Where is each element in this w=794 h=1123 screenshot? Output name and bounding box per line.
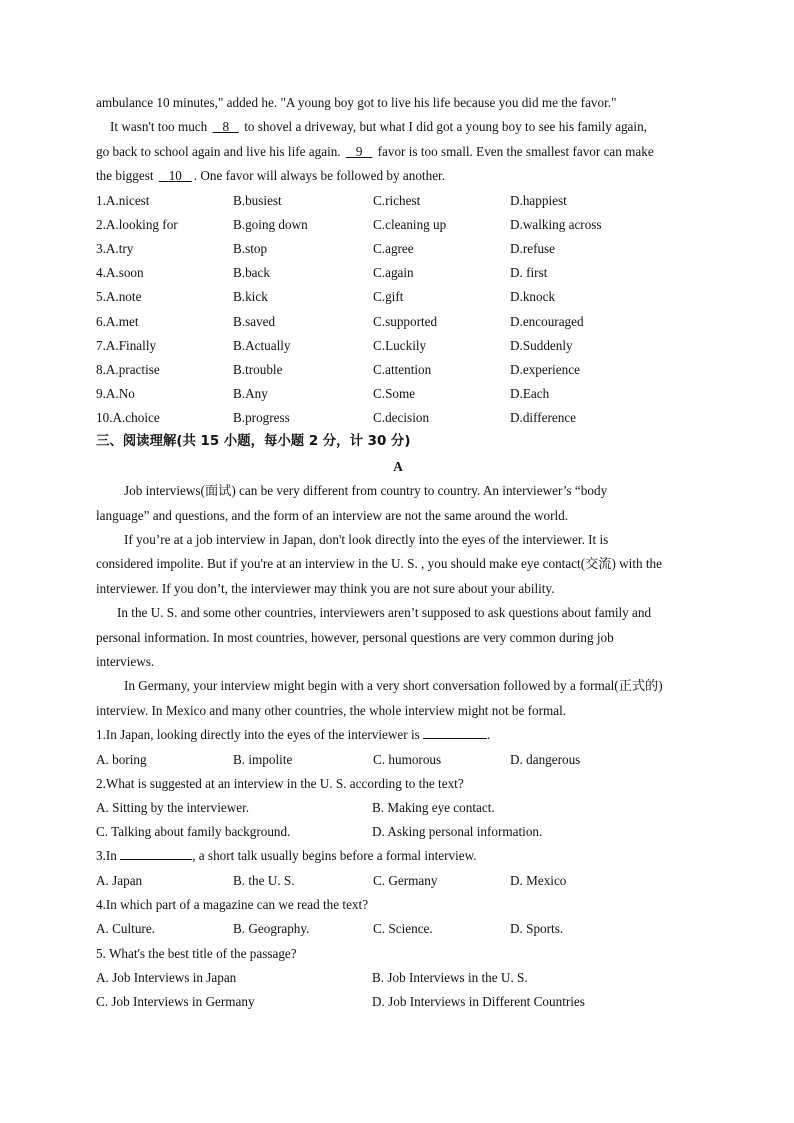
cloze-line: [96, 164, 700, 188]
question-stem: 5. What's the best title of the passage?: [96, 945, 297, 961]
cloze-blank-9: [344, 140, 374, 164]
option: D. Job Interviews in Different Countries: [372, 994, 585, 1010]
stem-text: 1.In Japan, looking directly into the eyes of the interviewer is: [96, 727, 424, 743]
reading-question: [96, 844, 700, 893]
cloze-text: favor is too small. Even the smallest favor can make: [377, 143, 654, 159]
option: D.knock: [510, 289, 556, 305]
option-row: [96, 966, 700, 990]
paragraph-line: language” and questions, and the form of an interview are not the same around the world.: [96, 507, 569, 523]
option: 7.A.Finally: [96, 337, 157, 353]
option: D.Each: [510, 386, 550, 402]
option-row: [96, 261, 700, 285]
option: D.encouraged: [510, 313, 584, 329]
option: B.progress: [233, 410, 290, 426]
option-row: [96, 285, 700, 309]
option: C. Science.: [373, 921, 433, 937]
option: D. Asking personal information.: [372, 824, 543, 840]
option: D. Mexico: [510, 872, 567, 888]
option: C.supported: [373, 313, 438, 329]
blank-number: 9: [355, 143, 363, 159]
option: B.Actually: [233, 337, 291, 353]
option: C. humorous: [373, 751, 442, 767]
option-row: [96, 382, 700, 406]
option: D. Sports.: [510, 921, 564, 937]
cloze-blank-10: [157, 164, 194, 188]
cloze-blank-8: [211, 115, 241, 139]
question-stem: [96, 844, 700, 868]
option: D.walking across: [510, 216, 602, 232]
paragraph-line: In Germany, your interview might begin with a very short conversation followed by a formal(正式的): [124, 678, 663, 694]
option-row: [96, 189, 700, 213]
option: C.again: [373, 265, 414, 281]
option: C.agree: [373, 240, 414, 256]
paragraph-line: considered impolite. But if you're at an interview in the U. S. , you should make eye contact(交流) with the: [96, 556, 663, 572]
option: B. Making eye contact.: [372, 800, 495, 816]
option: D.happiest: [510, 192, 567, 208]
question-stem: 4.In which part of a magazine can we read the text?: [96, 897, 369, 913]
option-row: [96, 990, 700, 1014]
option: 6.A.met: [96, 313, 139, 329]
option: A. boring: [96, 751, 147, 767]
option: B. Geography.: [233, 921, 310, 937]
exam-page: [96, 91, 700, 1014]
option: 2.A.looking for: [96, 216, 178, 232]
paragraph-line: If you’re at a job interview in Japan, don't look directly into the eyes of the interviewer. It is: [124, 532, 609, 547]
option: B.going down: [233, 216, 308, 232]
option: B.kick: [233, 289, 268, 305]
cloze-line: [96, 115, 700, 139]
option-row: [96, 406, 700, 430]
option: 5.A.note: [96, 289, 142, 305]
option: 1.A.nicest: [96, 192, 150, 208]
option-row: [96, 796, 700, 820]
option-row: [96, 869, 700, 893]
option-row: [96, 334, 700, 358]
cloze-text: ambulance 10 minutes," added he. "A young boy got to live his life because you did me the favor.": [96, 95, 617, 110]
option: A. Culture.: [96, 921, 155, 937]
option: B.stop: [233, 240, 268, 256]
option: C. Job Interviews in Germany: [96, 994, 255, 1010]
option: B. the U. S.: [233, 872, 295, 888]
option: B.Any: [233, 386, 268, 402]
blank-number: 10: [168, 168, 182, 184]
cloze-options: [96, 189, 700, 431]
stem-text: .: [487, 727, 491, 743]
option: 9.A.No: [96, 386, 135, 402]
paragraph-line: In the U. S. and some other countries, interviewers aren’t supposed to ask questions about family and: [117, 605, 652, 621]
option: D.refuse: [510, 240, 556, 256]
cloze-text: the biggest: [96, 168, 154, 184]
option: 4.A.soon: [96, 265, 144, 281]
cloze-text: It wasn't too much: [110, 119, 208, 135]
option: D.difference: [510, 410, 577, 426]
option: C. Talking about family background.: [96, 824, 291, 840]
option: B. impolite: [233, 751, 293, 767]
option: 10.A.choice: [96, 410, 160, 426]
option: C.richest: [373, 192, 421, 208]
option: B.back: [233, 265, 270, 281]
reading-question: [96, 893, 700, 942]
option: A. Japan: [96, 872, 143, 888]
option: A. Sitting by the interviewer.: [96, 800, 250, 816]
option-row: [96, 237, 700, 261]
question-stem: 2.What is suggested at an interview in the U. S. according to the text?: [96, 775, 464, 791]
option: D.experience: [510, 361, 580, 377]
option: C.attention: [373, 361, 432, 377]
paragraph-line: interview. In Mexico and many other countries, the whole interview might not be formal.: [96, 702, 567, 718]
blank-number: 8: [222, 119, 230, 135]
option: C.decision: [373, 410, 430, 426]
reading-passage: [96, 479, 700, 723]
paragraph-line: interviewer. If you don’t, the interviewer may think you are not sure about your ability.: [96, 580, 555, 596]
option: D. first: [510, 265, 548, 281]
cloze-text: go back to school again and live his life again.: [96, 143, 341, 159]
option-row: [96, 820, 700, 844]
answer-blank: [120, 847, 192, 860]
option: B.trouble: [233, 361, 283, 377]
paragraph-line: personal information. In most countries, however, personal questions are very common during job: [96, 629, 614, 645]
option-row: [96, 358, 700, 382]
option: D.Suddenly: [510, 337, 573, 353]
reading-question: [96, 942, 700, 1015]
cloze-line: [96, 140, 700, 164]
option: C.gift: [373, 289, 404, 305]
option-row: [96, 748, 700, 772]
paragraph-line: Job interviews(面试) can be very different from country to country. An interviewer’s “body: [124, 483, 608, 499]
section-title: 三、阅读理解(共 15 小题，每小题 2 分，计 30 分): [96, 434, 411, 450]
option-row: [96, 917, 700, 941]
option: B. Job Interviews in the U. S.: [372, 970, 528, 986]
cloze-text: to shovel a driveway, but what I did got a young boy to see his family again,: [244, 119, 647, 135]
option: 3.A.try: [96, 240, 134, 256]
option: 8.A.practise: [96, 361, 160, 377]
option-row: [96, 213, 700, 237]
cloze-text: . One favor will always be followed by another.: [193, 168, 446, 184]
stem-text: 3.In: [96, 848, 121, 864]
option-row: [96, 310, 700, 334]
answer-blank: [423, 726, 487, 739]
option: A. Job Interviews in Japan: [96, 970, 237, 986]
reading-question: [96, 772, 700, 845]
question-stem: [96, 723, 700, 747]
option: C.Some: [373, 386, 416, 402]
option: B.busiest: [233, 192, 282, 208]
passage-label: A: [393, 458, 403, 474]
option: C. Germany: [373, 872, 438, 888]
paragraph-line: interviews.: [96, 653, 155, 669]
option: D. dangerous: [510, 751, 581, 767]
option: B.saved: [233, 313, 276, 329]
cloze-line: [96, 91, 700, 115]
option: C.cleaning up: [373, 216, 447, 232]
stem-text: , a short talk usually begins before a formal interview.: [192, 848, 477, 864]
option: C.Luckily: [373, 337, 427, 353]
reading-question: [96, 723, 700, 772]
